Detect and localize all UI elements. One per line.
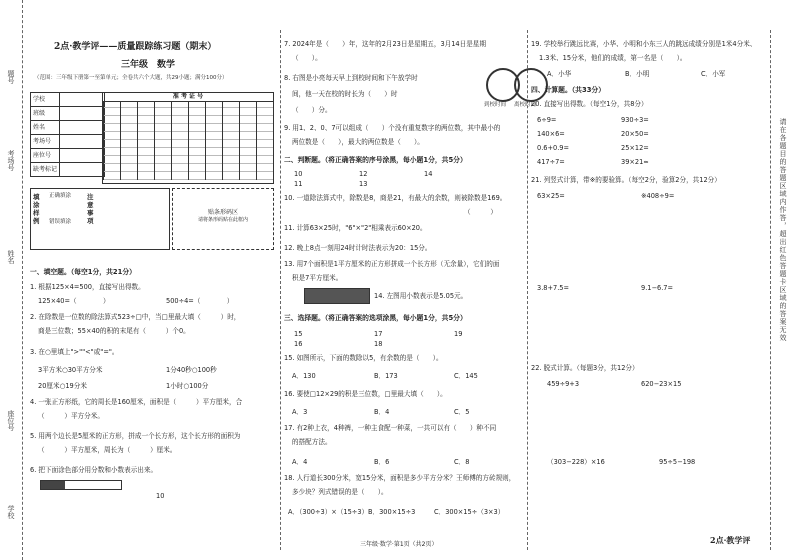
ticket-number-grid[interactable] [102,92,274,184]
info-label: 考场号 [31,135,60,149]
clock-label-arrive: 到校时间 [484,102,507,108]
barcode-area [172,188,274,250]
option-b[interactable]: B．300×15÷3 [368,508,416,516]
info-label: 学校 [31,93,60,107]
fraction-fill [41,481,65,489]
option-a[interactable]: A．4 [292,458,308,466]
question-11: 11. 计算63×25时，"6"×"2"相乘表示60×20。 [284,224,427,232]
question-19-cont: 1.3米、15分米，他们的成绩，第一名是（ ）。 [539,54,687,62]
answer-bubble-16[interactable]: 16 [294,340,303,348]
calc-item[interactable]: 0.6+0.9= [537,144,570,152]
question-9-cont: 两位数是（ ），最大的两位数是（ ）。 [292,138,424,146]
fill-sample-box [30,188,170,250]
middle-column [284,0,537,560]
question-5: 5. 用两个边长是5厘米的正方形，拼成一个长方形，这个长方形的面积为 [30,432,241,440]
grade-subject: 三年级 数学 [121,60,176,70]
section1-heading: 一、填空题。（每空1分，共21分） [30,268,136,276]
answer-bubble-11[interactable]: 11 [294,180,303,188]
question-4: 4. 一张正方形纸，它的周长是160厘米，面积是（ ）平方厘米，合 [30,398,243,406]
answer-bubble-12[interactable]: 12 [359,170,368,178]
question-10: 10. 一道除法算式中，除数是8，商是21，有最大的余数，则被除数是169。 [284,194,507,202]
clock-label-leave: 离校时间 [514,102,537,108]
answer-bubble-18[interactable]: 18 [374,340,383,348]
calc-stepwise[interactable]: 620−23×15 [641,380,682,388]
brand-logo: 2点·教学评 [710,535,751,545]
page-title: 2点·教学评——质量跟踪练习题（期末） [54,42,217,52]
answer-paren[interactable]: （ ） [464,208,497,216]
question-18: 18. 人行道长300分米，宽15分米，面积是多少平方分米？王师傅的方砖规则， [284,474,516,482]
question-8: 8. 右图是小亮每天早上到校时间和下午放学时 [284,74,418,82]
question-21: 21. 列竖式计算，带※的要验算。（每空2分，验算2分，共12分） [531,176,721,184]
question-12: 12. 晚上8点一刻用24时计时法表示为20：15分。 [284,244,432,252]
answer-bubble-14[interactable]: 14 [424,170,433,178]
exam-note: （范围：三年级下册第一至第单元；全卷共六个大题，共29小题；满分100分） [34,75,228,81]
question-22: 22. 脱式计算。（每题3分，共12分） [531,364,639,372]
calc-item[interactable]: 417÷7= [537,158,565,166]
fraction-denominator: 10 [156,492,165,500]
question-18-cont: 多少块？列式错误的是（ ）。 [292,488,388,496]
question-7: 7. 2024年是（ ）年，这年的2月23日是星期五，3月14日是星期 [284,40,486,48]
option-b[interactable]: B．173 [374,372,398,380]
question-9: 9. 用1、2、0、7可以组成（ ）个没有重复数字的两位数，其中最小的 [284,124,501,132]
sidebar-label: 考场号 [7,150,15,171]
q1-blank-a[interactable]: 125×40=（ ） [38,297,110,305]
option-a[interactable]: A．3 [292,408,308,416]
left-binding-strip [0,0,22,560]
q1-blank-b[interactable]: 500÷4=（ ） [166,297,234,305]
q3-compare-d[interactable]: 1小时○100分 [166,382,209,390]
info-label: 缺考标记 [31,163,60,177]
question-5-cont: （ ）平方厘米，周长为（ ）厘米。 [38,446,177,454]
section4-heading: 四、计算题。（共33分） [531,86,606,94]
paste-note: 请将条形码贴在此框内 [197,216,248,223]
calc-item[interactable]: 39×21≈ [621,158,649,166]
answer-bubble-17[interactable]: 17 [374,330,383,338]
answer-bubble-10[interactable]: 10 [294,170,303,178]
section3-heading: 三、选择题。（将正确答案的选项涂黑，每小题1分，共5分） [284,314,467,322]
option-a[interactable]: A．（300÷3）×（15÷3） [288,508,369,516]
sidebar-label: 座位号 [7,410,15,431]
option-c[interactable]: C．小军 [701,70,726,78]
student-info-table [30,92,105,177]
info-label: 姓名 [31,121,60,135]
question-17-cont: 的搭配方法。 [292,438,332,446]
question-8-cont2: （ ）分。 [292,106,332,114]
calc-item[interactable]: 20×50= [621,130,649,138]
notice-label: 注意事项 [87,193,94,226]
question-13-cont: 积是7平方厘米。 [292,274,343,282]
answer-bubble-19[interactable]: 19 [454,330,463,338]
calc-item[interactable]: 6÷9= [537,116,557,124]
calc-vertical[interactable]: 3.8+7.5= [537,284,570,292]
binding-line [22,0,23,560]
ticket-bubbles[interactable] [103,102,273,180]
question-20: 20. 直接写出得数。（每空1分，共8分） [531,100,648,108]
question-6: 6. 把下面涂色部分用分数和小数表示出来。 [30,466,158,474]
option-b[interactable]: B．6 [374,458,390,466]
school-field[interactable] [60,93,105,107]
info-label: 班级 [31,107,60,121]
question-1: 1. 根据125×4=500，直接写出得数。 [30,283,145,291]
correct-label: 正确填涂 [49,193,72,199]
calc-stepwise[interactable]: （303−228）×16 [547,458,605,466]
question-7-cont: （ ）。 [292,54,322,62]
name-field[interactable] [60,121,105,135]
answer-bubble-15[interactable]: 15 [294,330,303,338]
calc-item[interactable]: 25×12= [621,144,649,152]
fill-label: 填涂样例 [33,193,40,226]
option-c[interactable]: C．8 [454,458,470,466]
sidebar-label: 学校 [7,505,15,519]
option-b[interactable]: B．小明 [625,70,650,78]
calc-vertical[interactable]: 9.1−6.7= [641,284,674,292]
sidebar-label: 题号 [7,70,15,84]
q3-compare-c[interactable]: 20厘米○19分米 [38,382,87,390]
ticket-label: 准 考 证 号 [103,93,273,102]
question-2-cont: 商是三位数；55×40的积的末尾有（ ）个0。 [38,327,190,335]
section2-heading: 二、判断题。（将正确答案的序号涂黑，每小题1分，共5分） [284,156,467,164]
question-13: 13. 用7个面积是1平方厘米的正方形拼成一个长方形（无余量），它们的面 [284,260,500,268]
column-divider [770,30,771,550]
calc-stepwise[interactable]: 459÷9+3 [547,380,580,388]
option-a[interactable]: A．130 [292,372,316,380]
calc-vertical[interactable]: 63×25= [537,192,565,200]
answer-bubble-13[interactable]: 13 [359,180,368,188]
exam-room-field[interactable] [60,135,105,149]
paste-label: 贴条形码区 [207,209,238,216]
question-17: 17. 有2种上衣，4种裤，一种主食配一种菜，一共可以有（ ）种不同 [284,424,497,432]
sidebar-label: 姓名 [7,250,15,264]
question-16: 16. 要使□12×29的积是三位数，□里最大填（ ）。 [284,390,447,398]
calc-stepwise[interactable]: 95÷5−198 [659,458,696,466]
wrong-label: 错误填涂 [49,219,72,225]
question-14: 14. 左图用小数表示是5.05元。 [374,292,468,300]
question-15: 15. 如图所示，下面的数除以5，有余数的是（ ）。 [284,354,443,362]
option-c[interactable]: C．145 [454,372,478,380]
option-a[interactable]: A．小华 [547,70,572,78]
option-c[interactable]: C．5 [454,408,470,416]
money-image [304,288,370,304]
calc-vertical[interactable]: ※408÷9= [641,192,675,200]
option-b[interactable]: B．4 [374,408,390,416]
option-c[interactable]: C．300×15÷（3×3） [434,508,505,516]
info-label: 座位号 [31,149,60,163]
left-column [26,0,276,560]
question-2: 2. 在除数是一位数的除法算式523÷□中，当□里最大填（ ）时， [30,313,241,321]
question-3: 3. 在○里填上">""<"或"="。 [30,348,119,356]
question-4-cont: （ ）平方分米。 [38,412,104,420]
class-field[interactable] [60,107,105,121]
seat-field[interactable] [60,149,105,163]
calc-item[interactable]: 930÷3= [621,116,649,124]
q3-compare-a[interactable]: 3平方米○30平方分米 [38,366,103,374]
calc-item[interactable]: 140×6= [537,130,565,138]
page-footer: 三年级·数学·第1页（共2页） [360,541,438,548]
question-19: 19. 学校举行跳远比赛，小华、小明和小东三人的跳远成绩分别是1米4分米、 [531,40,757,48]
right-column [531,0,767,560]
q3-compare-b[interactable]: 1分40秒○100秒 [166,366,217,374]
question-8-cont: 间，他一天在校的时长为（ ）时 [292,90,398,98]
column-divider [280,30,281,550]
answer-area-note: 请在各题目的答题区域内作答，超出红色答题卡区域的答案无效 [779,118,787,342]
absent-mark[interactable] [60,163,105,177]
